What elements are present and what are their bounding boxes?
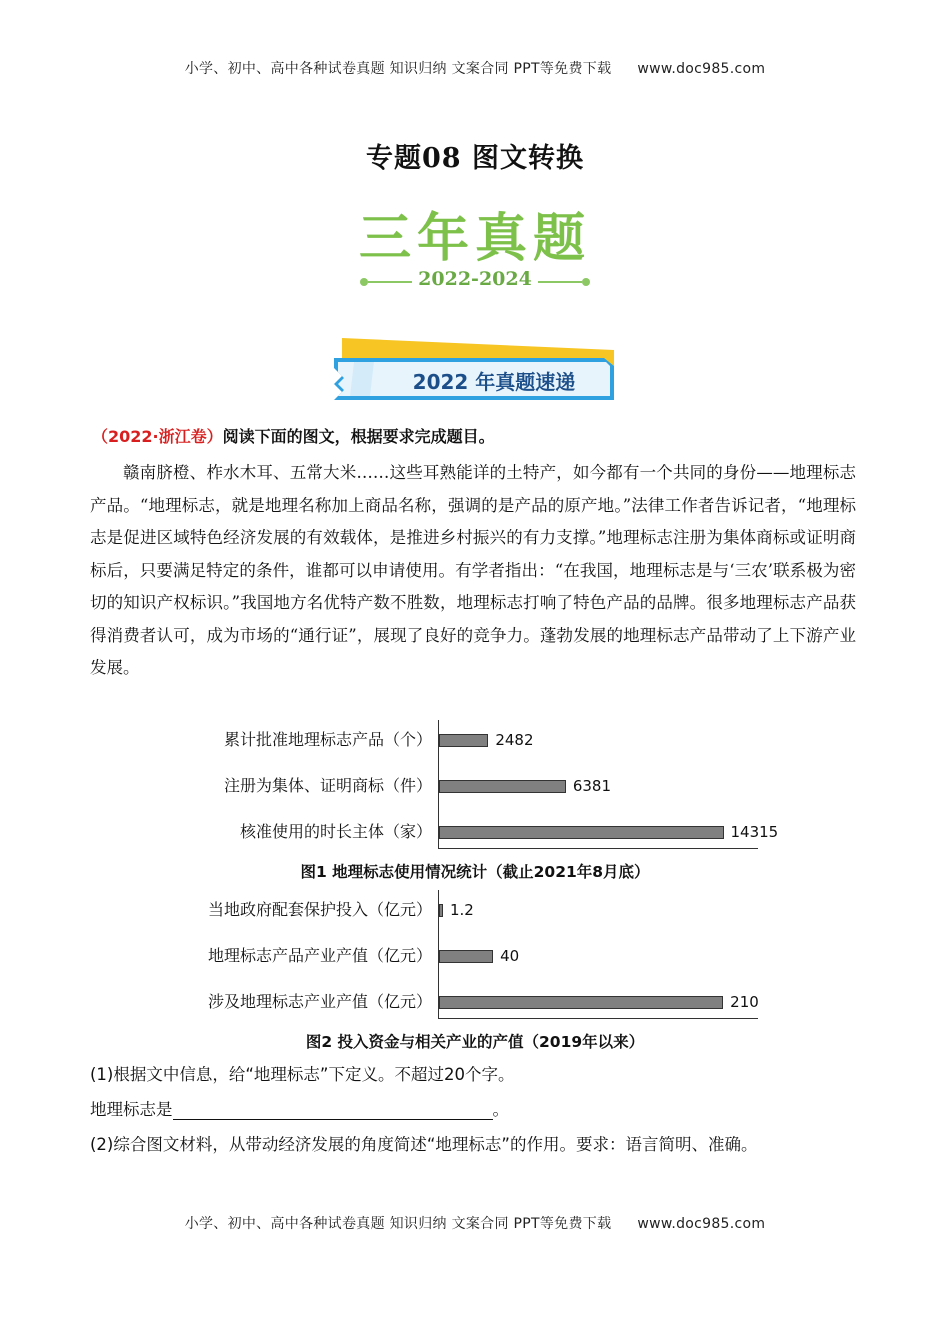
three-year-title: 三年真题: [358, 209, 591, 269]
chart-1: [150, 716, 800, 881]
answer-prefix: 地理标志是: [90, 1100, 173, 1119]
question-source: （2022·浙江卷）: [92, 427, 223, 446]
bar: [439, 826, 724, 839]
bar-value-label: 210: [730, 993, 759, 1011]
answer-blank[interactable]: [173, 1101, 493, 1120]
bar-value-label: 2482: [495, 731, 534, 749]
x-axis: [438, 1018, 758, 1019]
bar: [439, 950, 493, 963]
header-site[interactable]: www.doc985.com: [637, 61, 766, 77]
question-2: (2)综合图文材料，从带动经济发展的角度简述“地理标志”的作用。要求：语言简明、准确。: [90, 1135, 758, 1154]
answer-suffix: 。: [492, 1100, 509, 1119]
section-banner: [334, 336, 618, 404]
category-label: 当地政府配套保护投入（亿元）: [207, 900, 432, 919]
category-label: 注册为集体、证明商标（件）: [223, 776, 432, 795]
bar-value-label: 14315: [730, 823, 779, 841]
x-axis: [438, 848, 758, 849]
chart-2: [150, 886, 800, 1051]
ornament-dot-right: [582, 278, 590, 286]
ornament-dot-left: [360, 278, 368, 286]
bar: [439, 780, 566, 793]
bar-value-label: 1.2: [450, 901, 474, 919]
years-range: 2022-2024: [418, 268, 532, 290]
chart-caption: 图2 投入资金与相关产业的产值（2019年以来）: [305, 1033, 645, 1051]
bar-value-label: 6381: [572, 777, 611, 795]
category-label: 核准使用的时长主体（家）: [239, 822, 432, 841]
ornament-line-left: [368, 281, 412, 283]
years-ornament: [360, 268, 590, 294]
bar: [439, 904, 443, 917]
question-instruction: 阅读下面的图文，根据要求完成题目。: [222, 427, 495, 446]
ornament-line-right: [538, 281, 582, 283]
header-text: 小学、初中、高中各种试卷真题 知识归纳 文案合同 PPT等免费下载: [184, 61, 612, 77]
page-header: [0, 58, 950, 78]
footer-text: 小学、初中、高中各种试卷真题 知识归纳 文案合同 PPT等免费下载: [184, 1216, 612, 1232]
footer-site[interactable]: www.doc985.com: [637, 1216, 766, 1232]
banner-label: 2022 年真题速递: [412, 370, 576, 394]
page-footer: [0, 1213, 950, 1233]
category-label: 涉及地理标志产业产值（亿元）: [207, 992, 432, 1011]
question-1: (1)根据文中信息，给“地理标志”下定义。不超过20个字。: [90, 1065, 515, 1084]
question-1-answer-line: [90, 1096, 509, 1120]
category-label: 地理标志产品产业产值（亿元）: [207, 946, 432, 965]
category-label: 累计批准地理标志产品（个）: [223, 730, 432, 749]
reading-passage: 赣南脐橙、柞水木耳、五常大米……这些耳熟能详的土特产，如今都有一个共同的身份——地理标志产品。“地理标志，就是地理名称加上商品名称，强调的是产品的原产地。”法律工作者告诉记者，“地理标志是促进区域特色经济发展的有效载体，是推进乡村振兴的有力支撑。”地理标志注册为集体商标或证明商标后，只要满足特定的条件，谁都可以申请使用。有学者指出：“在我国，地理标志是与‘三农’联系极为密切的知识产权标识。”我国地方名优特产数不胜数，地理标志打响了特色产品的品牌。很多地理标志产品获得消费者认可，成为市场的“通行证”，展现了良好的竞争力。蓬勃发展的地理标志产品带动了上下游产业发展。: [90, 463, 856, 677]
chart-caption: 图1 地理标志使用情况统计（截止2021年8月底）: [300, 863, 650, 881]
topic-title: 专题08 图文转换: [366, 143, 584, 174]
bar: [439, 996, 723, 1009]
bar: [439, 734, 488, 747]
question-heading: [92, 424, 495, 447]
bar-value-label: 40: [500, 947, 520, 965]
